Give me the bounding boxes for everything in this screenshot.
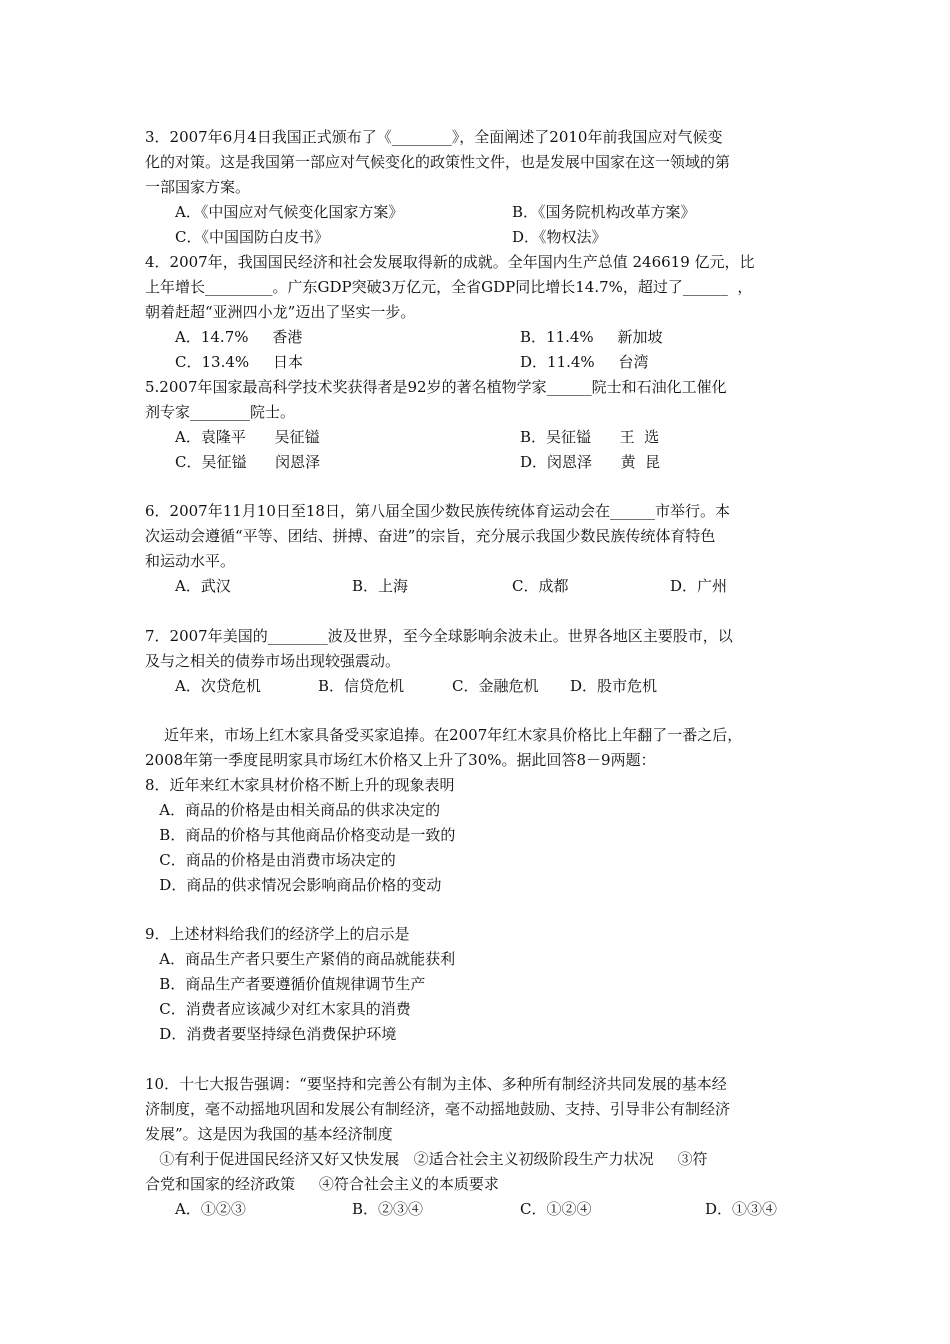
q7-option-b: B．信贷危机	[318, 677, 405, 695]
q6-option-c: C．成都	[512, 577, 569, 595]
q3-stem-line: 一部国家方案。	[145, 178, 251, 196]
q10-option-b: B．②③④	[352, 1200, 424, 1218]
q10-option-d: D．①③④	[705, 1200, 778, 1218]
q5-option-d: D．闵恩泽 黄 昆	[520, 453, 661, 471]
q10-statements-line: 合党和国家的经济政策 ④符合社会主义的本质要求	[145, 1175, 499, 1193]
q3-stem-line: 3．2007年6月4日我国正式颁布了《________》，全面阐述了2010年前我国应对气候变	[145, 128, 723, 146]
q4-stem-line: 4．2007年，我国国民经济和社会发展取得新的成就。全年国内生产总值 246619 亿元，比	[145, 253, 755, 271]
q10-statements-line: ①有利于促进国民经济又好又快发展 ②适合社会主义初级阶段生产力状况 ③符	[145, 1150, 708, 1168]
q8-option-c: C．商品的价格是由消费市场决定的	[145, 851, 396, 869]
q8-option-b: B．商品的价格与其他商品价格变动是一致的	[145, 826, 456, 844]
q3-stem-line: 化的对策。这是我国第一部应对气候变化的政策性文件，也是发展中国家在这一领域的第	[145, 153, 731, 171]
q10-stem-line: 发展”。这是因为我国的基本经济制度	[145, 1125, 393, 1143]
q10-stem-line: 济制度，毫不动摇地巩固和发展公有制经济，毫不动摇地鼓励、支持、引导非公有制经济	[145, 1100, 731, 1118]
q4-stem-line: 上年增长_________。广东GDP突破3万亿元，全省GDP同比增长14.7%，超过了______ ，	[145, 278, 753, 296]
q7-stem-line: 7．2007年美国的________波及世界，至今全球影响余波未止。世界各地区主要股市，以	[145, 627, 733, 645]
q10-option-c: C．①②④	[520, 1200, 592, 1218]
q10-option-a: A．①②③	[175, 1200, 246, 1218]
q8-option-a: A．商品的价格是由相关商品的供求决定的	[145, 801, 441, 819]
q6-option-b: B．上海	[352, 577, 409, 595]
q3-option-d: D．《物权法》	[512, 228, 607, 246]
q4-option-a: A．14.7% 香港	[175, 328, 303, 346]
q5-stem-line: 5.2007年国家最高科学技术奖获得者是92岁的著名植物学家______院士和石油化工催化	[145, 378, 727, 396]
q5-stem-line: 剂专家________院士。	[145, 403, 296, 421]
q9-option-b: B．商品生产者要遵循价值规律调节生产	[145, 975, 426, 993]
material-paragraph-line: 2008年第一季度昆明家具市场红木价格又上升了30%。据此回答8－9两题：	[145, 751, 656, 769]
q10-stem-line: 10．十七大报告强调：“要坚持和完善公有制为主体、多种所有制经济共同发展的基本经	[145, 1075, 727, 1093]
q3-option-a: A．《中国应对气候变化国家方案》	[175, 203, 404, 221]
q6-stem-line: 和运动水平。	[145, 552, 236, 570]
q5-option-c: C．吴征镒 闵恩泽	[175, 453, 321, 471]
q8-option-d: D．商品的供求情况会影响商品价格的变动	[145, 876, 442, 894]
q4-option-b: B．11.4% 新加坡	[520, 328, 663, 346]
q6-stem-line: 次运动会遵循“平等、团结、拼搏、奋进”的宗旨，充分展示我国少数民族传统体育特色	[145, 527, 716, 545]
q9-option-c: C．消费者应该减少对红木家具的消费	[145, 1000, 411, 1018]
q5-option-b: B．吴征镒 王 选	[520, 428, 660, 446]
q8-stem-line: 8．近年来红木家具材价格不断上升的现象表明	[145, 776, 455, 794]
q6-stem-line: 6．2007年11月10日至18日，第八届全国少数民族传统体育运动会在______市举行。本	[145, 502, 730, 520]
q9-stem-line: 9．上述材料给我们的经济学上的启示是	[145, 925, 410, 943]
q7-option-c: C．金融危机	[452, 677, 539, 695]
q6-option-d: D．广州	[670, 577, 728, 595]
q4-stem-line: 朝着赶超“亚洲四小龙”迈出了坚实一步。	[145, 303, 416, 321]
material-paragraph-line: 近年来，市场上红木家具备受买家追捧。在2007年红木家具价格比上年翻了一番之后，	[145, 726, 743, 744]
q5-option-a: A．袁隆平 吴征镒	[175, 428, 320, 446]
q9-option-d: D．消费者要坚持绿色消费保护环境	[145, 1025, 397, 1043]
q7-option-d: D．股市危机	[570, 677, 658, 695]
q3-option-c: C．《中国国防白皮书》	[175, 228, 329, 246]
q3-option-b: B．《国务院机构改革方案》	[512, 203, 696, 221]
q7-option-a: A．次贷危机	[175, 677, 261, 695]
q6-option-a: A．武汉	[175, 577, 231, 595]
q9-option-a: A．商品生产者只要生产紧俏的商品就能获利	[145, 950, 456, 968]
q7-stem-line: 及与之相关的债券市场出现较强震动。	[145, 652, 401, 670]
q4-option-d: D．11.4% 台湾	[520, 353, 649, 371]
q4-option-c: C．13.4% 日本	[175, 353, 303, 371]
